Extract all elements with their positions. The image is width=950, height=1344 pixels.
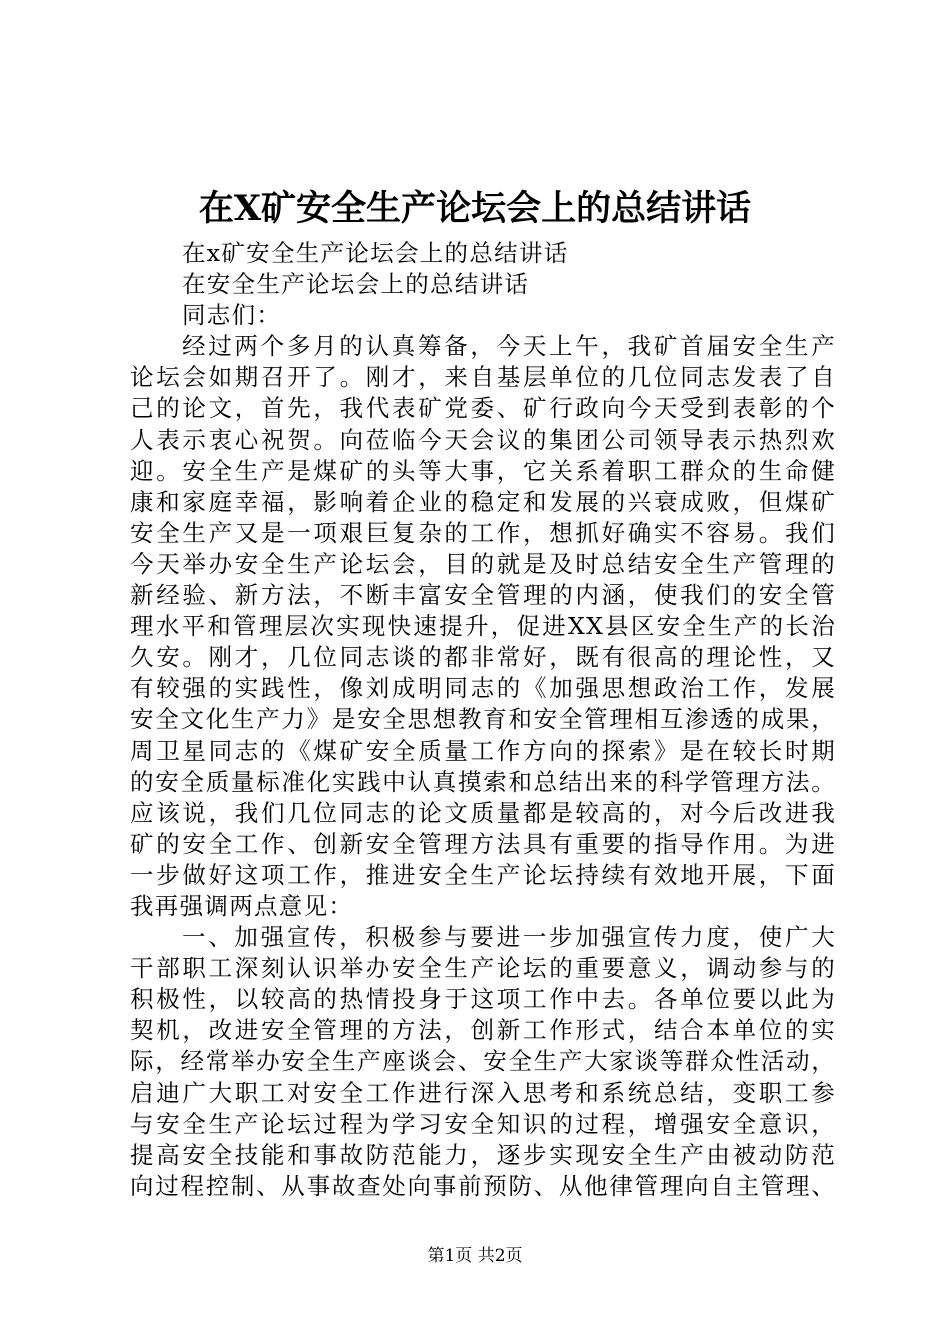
body-line: 有较强的实践性，像刘成明同志的《加强思想政治工作，发展	[130, 674, 836, 703]
body-line: 久安。刚才，几位同志谈的都非常好，既有很高的理论性，又	[130, 643, 836, 672]
body-line: 己的论文，首先，我代表矿党委、矿行政向今天受到表彰的个	[130, 394, 836, 423]
body-line: 的安全质量标准化实践中认真摸索和总结出来的科学管理方法。	[130, 767, 836, 796]
body-line: 今天举办安全生产论坛会，目的就是及时总结安全生产管理的	[130, 549, 836, 578]
body-line: 迎。安全生产是煤矿的头等大事，它关系着职工群众的生命健	[130, 456, 836, 485]
body-line: 经过两个多月的认真筹备，今天上午，我矿首届安全生产	[182, 332, 836, 361]
body-line: 我再强调两点意见：	[130, 891, 354, 920]
body-line: 安全生产又是一项艰巨复杂的工作，想抓好确实不容易。我们	[130, 518, 836, 547]
body-line: 与安全生产论坛过程为学习安全知识的过程，增强安全意识，	[130, 1109, 836, 1138]
body-line: 一、加强宣传，积极参与要进一步加强宣传力度，使广大	[182, 923, 836, 952]
page-footer: 第1页 共2页	[427, 1246, 523, 1266]
body-line: 际，经常举办安全生产座谈会、安全生产大家谈等群众性活动，	[130, 1047, 836, 1076]
body-line: 安全文化生产力》是安全思想教育和安全管理相互渗透的成果，	[130, 705, 836, 734]
body-line: 在x矿安全生产论坛会上的总结讲话	[182, 239, 569, 267]
body-line: 人表示衷心祝贺。向莅临今天会议的集团公司领导表示热烈欢	[130, 425, 836, 454]
document-body	[130, 238, 836, 1202]
body-line: 干部职工深刻认识举办安全生产论坛的重要意义，调动参与的	[130, 954, 836, 983]
body-line: 一步做好这项工作，推进安全生产论坛持续有效地开展，下面	[130, 860, 836, 889]
body-line: 周卫星同志的《煤矿安全质量工作方向的探索》是在较长时期	[130, 736, 836, 765]
body-line: 在安全生产论坛会上的总结讲话	[182, 270, 530, 299]
body-line: 同志们：	[182, 301, 282, 330]
body-line: 启迪广大职工对安全工作进行深入思考和系统总结，变职工参	[130, 1078, 836, 1107]
body-line: 论坛会如期召开了。刚才，来自基层单位的几位同志发表了自	[130, 363, 836, 392]
body-line: 康和家庭幸福，影响着企业的稳定和发展的兴衰成败，但煤矿	[130, 487, 836, 516]
body-line: 理水平和管理层次实现快速提升，促进XX县区安全生产的长治	[130, 612, 836, 641]
body-line: 契机，改进安全管理的方法，创新工作形式，结合本单位的实	[130, 1016, 836, 1045]
document-title: 在X矿安全生产论坛会上的总结讲话	[198, 188, 752, 229]
body-line: 积极性，以较高的热情投身于这项工作中去。各单位要以此为	[130, 985, 836, 1014]
body-line: 提高安全技能和事故防范能力，逐步实现安全生产由被动防范	[130, 1140, 836, 1169]
body-line: 向过程控制、从事故查处向事前预防、从他律管理向自主管理、	[130, 1171, 836, 1200]
body-line: 应该说，我们几位同志的论文质量都是较高的，对今后改进我	[130, 798, 836, 827]
body-line: 新经验、新方法，不断丰富安全管理的内涵，使我们的安全管	[130, 581, 836, 610]
body-line: 矿的安全工作、创新安全管理方法具有重要的指导作用。为进	[130, 829, 836, 858]
